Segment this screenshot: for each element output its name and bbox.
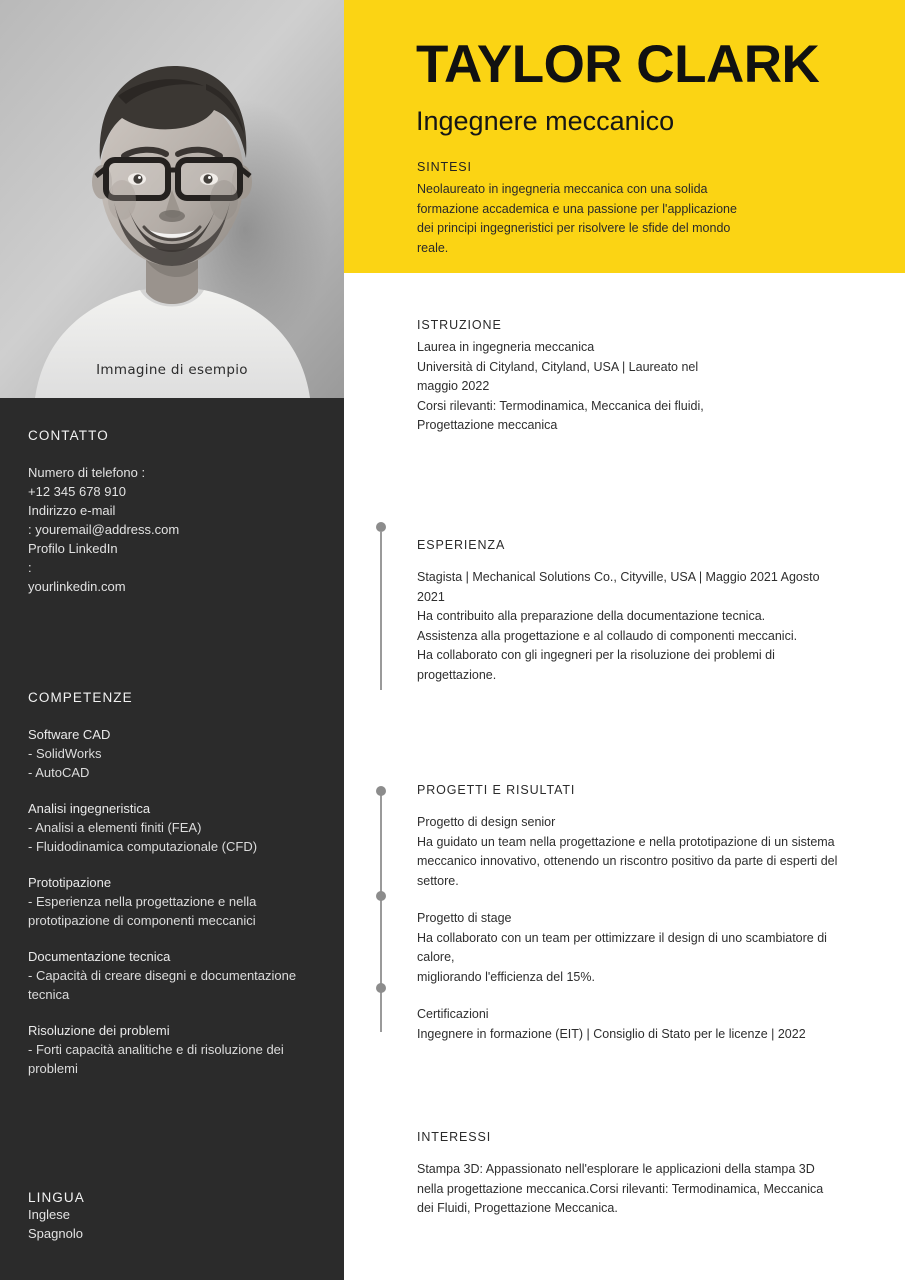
- summary-line: Neolaureato in ingegneria meccanica con una solida: [417, 182, 708, 196]
- skill-item: problemi: [28, 1061, 78, 1076]
- job-title: Ingegnere meccanico: [416, 106, 675, 136]
- project-title: Progetto di design senior: [417, 815, 556, 829]
- skill-item: - SolidWorks: [28, 746, 102, 761]
- education-section: [417, 318, 857, 436]
- skill-item: - Esperienza nella progettazione e nella: [28, 894, 257, 909]
- summary-section: [417, 160, 747, 258]
- skill-item: - Capacità di creare disegni e documentazione: [28, 968, 297, 983]
- education-heading: ISTRUZIONE: [417, 318, 502, 332]
- certifications-title: Certificazioni: [417, 1007, 489, 1021]
- sidebar: [0, 0, 344, 1280]
- language-item: Spagnolo: [28, 1226, 83, 1241]
- skill-group-title: Documentazione tecnica: [28, 949, 171, 964]
- skill-group-title: Analisi ingegneristica: [28, 801, 151, 816]
- skill-item: prototipazione di componenti meccanici: [28, 913, 256, 928]
- timeline-line-experience: [380, 532, 382, 690]
- project-line: Ha guidato un team nella progettazione e nella prototipazione di un sistema: [417, 834, 835, 849]
- experience-line: 2021: [417, 589, 445, 604]
- interests-line: nella progettazione meccanica.Corsi rilevanti: Termodinamica, Meccanica: [417, 1181, 824, 1196]
- project-entry: [417, 909, 857, 987]
- interests-line: Stampa 3D: Appassionato nell'esplorare le applicazioni della stampa 3D: [417, 1162, 815, 1176]
- certifications-entry: [417, 1005, 857, 1044]
- experience-line: Stagista | Mechanical Solutions Co., Cityville, USA | Maggio 2021 Agosto: [417, 570, 820, 584]
- interests-section: [417, 1130, 857, 1219]
- skill-group-title: Risoluzione dei problemi: [28, 1023, 170, 1038]
- contact-line: Indirizzo e-mail: [28, 503, 116, 518]
- timeline-dot-project-2: [376, 891, 386, 901]
- skill-group: [28, 873, 320, 930]
- projects-section: [417, 783, 857, 1044]
- skill-group-title: Software CAD: [28, 727, 111, 742]
- skill-item: - AutoCAD: [28, 765, 90, 780]
- contact-line: yourlinkedin.com: [28, 579, 126, 594]
- experience-line: Assistenza alla progettazione e al collaudo di componenti meccanici.: [417, 628, 798, 643]
- experience-line: Ha contribuito alla preparazione della documentazione tecnica.: [417, 609, 766, 623]
- project-line: meccanico innovativo, ottenendo un riscontro positivo da parte di esperti del: [417, 854, 838, 868]
- experience-section: [417, 538, 857, 685]
- project-line: migliorando l'efficienza del 15%.: [417, 969, 595, 984]
- timeline-line-projects: [380, 791, 382, 1032]
- skill-group: [28, 947, 320, 1004]
- language-section: [28, 1190, 320, 1243]
- education-line: Corsi rilevanti: Termodinamica, Meccanica dei fluidi,: [417, 398, 704, 413]
- skill-item: - Forti capacità analitiche e di risoluzione dei: [28, 1042, 284, 1057]
- project-title: Progetto di stage: [417, 911, 512, 925]
- skills-section: [28, 690, 320, 1078]
- summary-heading: SINTESI: [417, 160, 472, 174]
- header-band: [344, 0, 905, 273]
- skills-heading: COMPETENZE: [28, 690, 133, 705]
- contact-line: +12 345 678 910: [28, 484, 126, 499]
- contact-line: : youremail@address.com: [28, 522, 180, 537]
- skill-group-title: Prototipazione: [28, 875, 112, 890]
- projects-heading: PROGETTI E RISULTATI: [417, 783, 576, 797]
- language-heading: LINGUA: [28, 1190, 85, 1205]
- contact-line: Numero di telefono :: [28, 465, 146, 480]
- skill-group: [28, 725, 320, 782]
- experience-line: Ha collaborato con gli ingegneri per la risoluzione dei problemi di: [417, 648, 775, 662]
- contact-line: Profilo LinkedIn: [28, 541, 118, 556]
- education-line: Progettazione meccanica: [417, 418, 558, 432]
- interests-line: dei Fluidi, Progettazione Meccanica.: [417, 1201, 618, 1215]
- contact-section: [28, 428, 320, 596]
- experience-line: progettazione.: [417, 667, 497, 682]
- education-line: Università di Cityland, Cityland, USA | Laureato nel: [417, 359, 699, 374]
- skill-group: [28, 1021, 320, 1078]
- language-item: Inglese: [28, 1207, 70, 1222]
- timeline-dot-project-1: [376, 786, 386, 796]
- skill-item: - Fluidodinamica computazionale (CFD): [28, 839, 258, 854]
- project-line: Ha collaborato con un team per ottimizzare il design di uno scambiatore di calore,: [417, 930, 827, 964]
- education-line: Laurea in ingegneria meccanica: [417, 340, 595, 354]
- experience-heading: ESPERIENZA: [417, 538, 506, 552]
- contact-line: :: [28, 560, 32, 575]
- interests-heading: INTERESSI: [417, 1130, 492, 1144]
- page-title: TAYLOR CLARK: [416, 35, 820, 94]
- timeline-dot-project-3: [376, 983, 386, 993]
- contact-heading: CONTATTO: [28, 428, 109, 443]
- summary-line: dei principi ingegneristici per risolvere le sfide del mondo: [417, 221, 731, 235]
- summary-line: reale.: [417, 240, 449, 255]
- summary-line: formazione accademica e una passione per l'applicazione: [417, 201, 737, 216]
- skill-group: [28, 799, 320, 856]
- project-line: settore.: [417, 873, 459, 888]
- portrait-photo: [0, 0, 344, 398]
- certifications-line: Ingegnere in formazione (EIT) | Consiglio di Stato per le licenze | 2022: [417, 1026, 806, 1041]
- timeline-dot-experience: [376, 522, 386, 532]
- skill-item: tecnica: [28, 987, 70, 1002]
- skill-item: - Analisi a elementi finiti (FEA): [28, 820, 202, 835]
- project-entry: [417, 813, 857, 891]
- photo-caption: Immagine di esempio: [96, 362, 248, 378]
- education-line: maggio 2022: [417, 379, 490, 393]
